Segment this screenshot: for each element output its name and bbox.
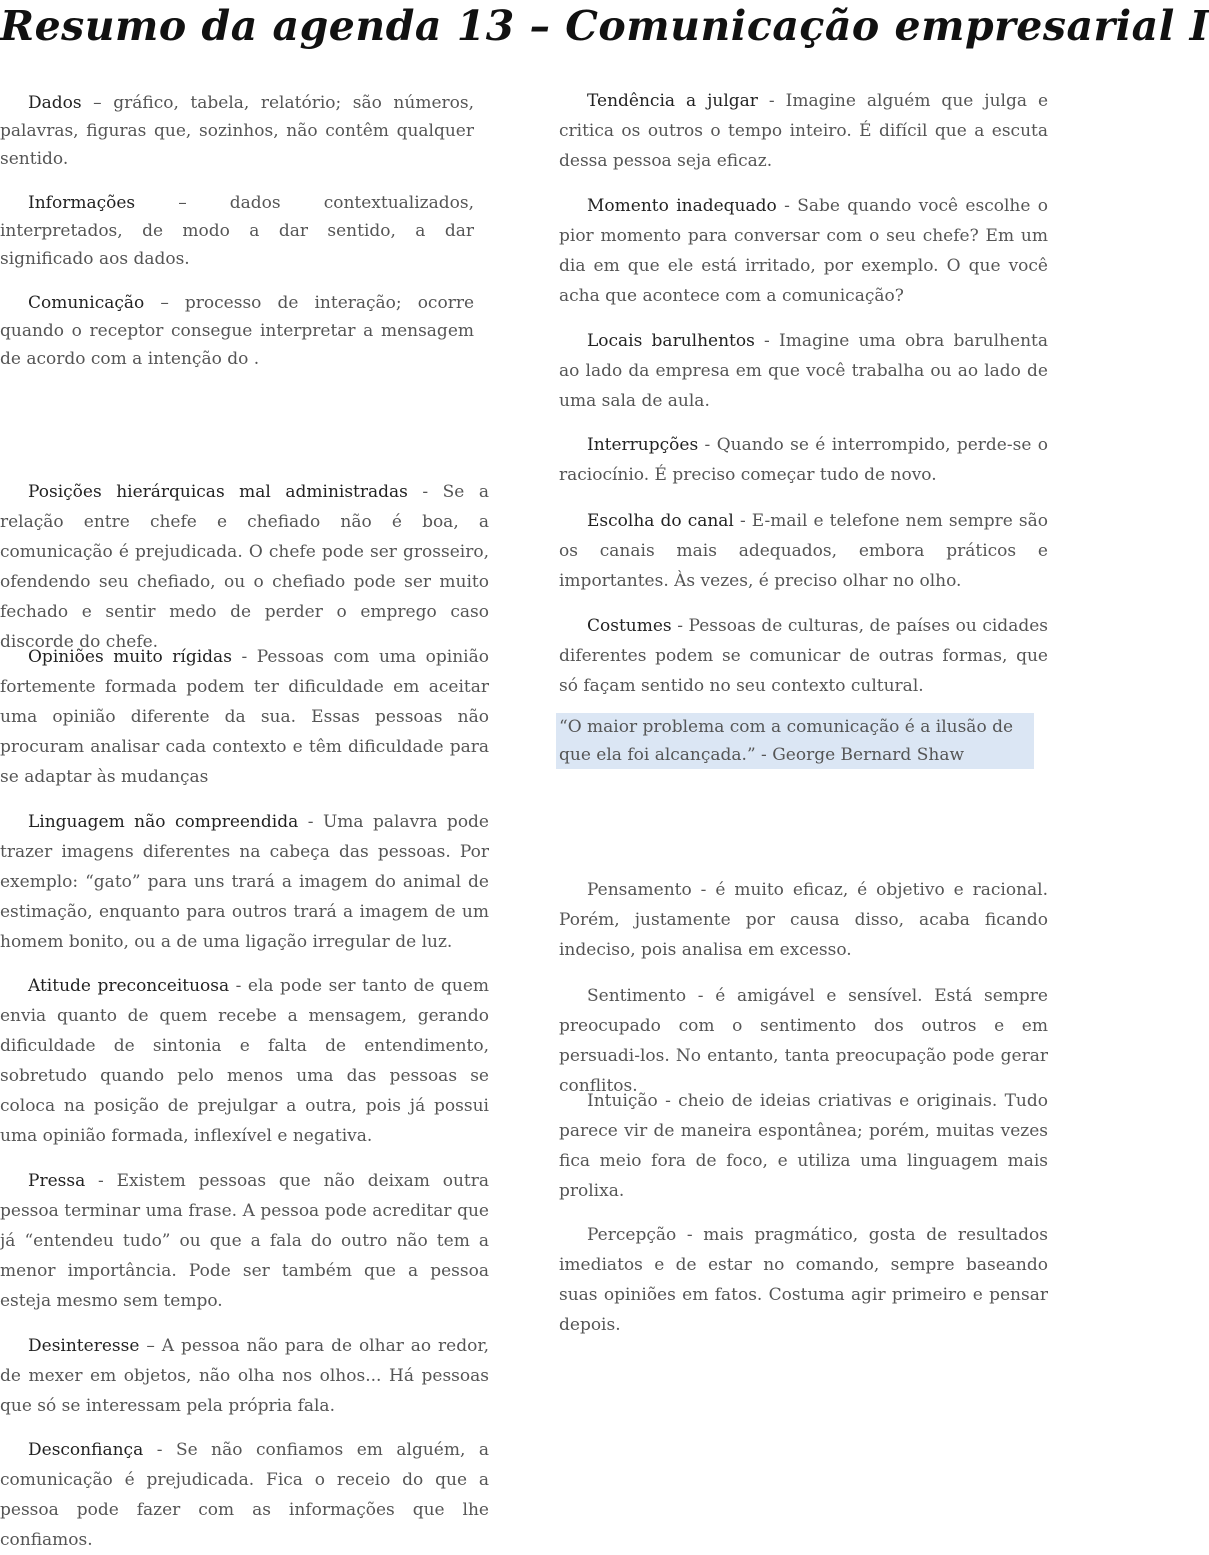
barrier-term: Opiniões muito rígidas — [28, 647, 232, 667]
barrier-escolha-canal: Escolha do canal - E-mail e telefone nem sempre são os canais mais adequados, embora práticos e importantes. Às vezes, é preciso olhar no olho. — [559, 511, 1048, 591]
barrier-text: Uma palavra pode trazer imagens diferentes na cabeça das pessoas. Por exemplo: “gato” para uns trará a imagem do animal de estimação, enquanto para outros trará a imagem de um homem bonito, ou a de uma ligação irregular de luz. — [0, 812, 489, 952]
barrier-opinioes-rigidas: Opiniões muito rígidas - Pessoas com uma opinião fortemente formada podem ter dificuldade em aceitar uma opinião diferente da sua. Essas pessoas não procuram analisar cada contexto e têm dificuldade para se adaptar às mudanças — [0, 647, 489, 787]
style-percepcao: Percepção - mais pragmático, gosta de resultados imediatos e de estar no comando, sempre baseando suas opiniões em fatos. Costuma agir primeiro e pensar depois. — [559, 1225, 1048, 1335]
barrier-desconfianca: Desconfiança - Se não confiamos em alguém, a comunicação é prejudicada. Fica o receio do que a pessoa pode fazer com as informações que lhe confiamos. — [0, 1440, 489, 1550]
definition-term: Informações — [28, 193, 136, 213]
style-sentimento: Sentimento - é amigável e sensível. Está sempre preocupado com o sentimento dos outros e em persuadi-los. No entanto, tanta preocupação pode gerar conflitos. — [559, 986, 1048, 1096]
barrier-interrupcoes: Interrupções - Quando se é interrompido, perde-se o raciocínio. É preciso começar tudo de novo. — [559, 435, 1048, 485]
barrier-tendencia-julgar: Tendência a julgar - Imagine alguém que julga e critica os outros o tempo inteiro. É difícil que a escuta dessa pessoa seja eficaz. — [559, 91, 1049, 171]
barrier-term: Tendência a julgar — [587, 91, 758, 111]
barrier-text: A pessoa não para de olhar ao redor, de mexer em objetos, não olha nos olhos... Há pessoas que só se interessam pela própria fala. — [0, 1336, 490, 1416]
barrier-term: Pressa — [28, 1171, 86, 1191]
barrier-desinteresse: Desinteresse – A pessoa não para de olhar ao redor, de mexer em objetos, não olha nos olhos... Há pessoas que só se interessam pela própria fala. — [0, 1336, 490, 1416]
barrier-costumes: Costumes - Pessoas de culturas, de países ou cidades diferentes podem se comunicar de outras formas, que só façam sentido no seu contexto cultural. — [559, 616, 1048, 696]
highlighted-quote: “O maior problema com a comunicação é a ilusão de que ela foi alcançada.” - George Bernard Shaw — [556, 713, 1034, 769]
barrier-atitude-preconceituosa: Atitude preconceituosa - ela pode ser tanto de quem envia quanto de quem recebe a mensagem, gerando dificuldade de sintonia e falta de entendimento, sobretudo quando pelo menos uma das pessoas se coloca na posição de prejulgar a outra, pois já possui uma opinião formada, inflexível e negativa. — [0, 976, 489, 1146]
definition-dados: Dados – gráfico, tabela, relatório; são números, palavras, figuras que, sozinhos, não contêm qualquer sentido. — [0, 93, 474, 169]
barrier-term: Desinteresse — [28, 1336, 140, 1356]
definition-informacoes: Informações – dados contextualizados, interpretados, de modo a dar sentido, a dar significado aos dados. — [0, 193, 475, 269]
style-pensamento: Pensamento - é muito eficaz, é objetivo e racional. Porém, justamente por causa disso, acaba ficando indeciso, pois analisa em excesso. — [559, 880, 1048, 960]
definition-text: gráfico, tabela, relatório; são números, palavras, figuras que, sozinhos, não contêm qualquer sentido. — [0, 93, 474, 169]
barrier-term: Atitude preconceituosa — [28, 976, 230, 996]
definition-comunicacao: Comunicação – processo de interação; ocorre quando o receptor consegue interpretar a mensagem de acordo com a intenção do . — [0, 293, 475, 369]
barrier-term: Momento inadequado — [587, 196, 777, 216]
page-title: Resumo da agenda 13 – Comunicação empresarial I — [0, 2, 1209, 50]
barrier-text: Imagine alguém que julga e critica os outros o tempo inteiro. É difícil que a escuta dessa pessoa seja eficaz. — [559, 91, 1049, 171]
barrier-term: Interrupções — [587, 435, 699, 455]
barrier-text: Pessoas com uma opinião fortemente formada podem ter dificuldade em aceitar uma opinião diferente da sua. Essas pessoas não procuram analisar cada contexto e têm dificuldade para se adaptar às mudanças — [0, 647, 489, 787]
barrier-locais-barulhentos: Locais barulhentos - Imagine uma obra barulhenta ao lado da empresa em que você trabalha ou ao lado de uma sala de aula. — [559, 331, 1048, 411]
barrier-text: Imagine uma obra barulhenta ao lado da empresa em que você trabalha ou ao lado de uma sala de aula. — [559, 331, 1048, 411]
barrier-term: Locais barulhentos — [587, 331, 755, 351]
definition-text: processo de interação; ocorre quando o receptor consegue interpretar a mensagem de acordo com a intenção do . — [0, 293, 475, 369]
barrier-text: Pessoas de culturas, de países ou cidades diferentes podem se comunicar de outras formas, que só façam sentido no seu contexto cultural. — [559, 616, 1048, 696]
barrier-text: Quando se é interrompido, perde-se o raciocínio. É preciso começar tudo de novo. — [559, 435, 1048, 485]
style-intuicao: Intuição - cheio de ideias criativas e originais. Tudo parece vir de maneira espontânea; porém, muitas vezes fica meio fora de foco, e utiliza uma linguagem mais prolixa. — [559, 1091, 1048, 1201]
barrier-text: Se não confiamos em alguém, a comunicação é prejudicada. Fica o receio do que a pessoa pode fazer com as informações que lhe confiamos. — [0, 1440, 489, 1550]
barrier-term: Escolha do canal — [587, 511, 734, 531]
barrier-term: Linguagem não compreendida — [28, 812, 299, 832]
definition-term: Comunicação — [28, 293, 145, 313]
barrier-term: Costumes — [587, 616, 672, 636]
barrier-text: ela pode ser tanto de quem envia quanto de quem recebe a mensagem, gerando dificuldade de sintonia e falta de entendimento, sobretudo quando pelo menos uma das pessoas se coloca na posição de prejulgar a outra, pois já possui uma opinião formada, inflexível e negativa. — [0, 976, 489, 1146]
barrier-text: Se a relação entre chefe e chefiado não é boa, a comunicação é prejudicada. O chefe pode ser grosseiro, ofendendo seu chefiado, ou o chefiado pode ser muito fechado e sentir medo de perder o emprego caso discorde do chefe. — [0, 482, 489, 652]
barrier-linguagem: Linguagem não compreendida - Uma palavra pode trazer imagens diferentes na cabeça das pessoas. Por exemplo: “gato” para uns trará a imagem do animal de estimação, enquanto para outros trará a imagem de um homem bonito, ou a de uma ligação irregular de luz. — [0, 812, 489, 952]
barrier-text: E-mail e telefone nem sempre são os canais mais adequados, embora práticos e importantes. Às vezes, é preciso olhar no olho. — [559, 511, 1048, 591]
barrier-posicoes-hierarquicas: Posições hierárquicas mal administradas - Se a relação entre chefe e chefiado não é boa, a comunicação é prejudicada. O chefe pode ser grosseiro, ofendendo seu chefiado, ou o chefiado pode ser muito fechado e sentir medo de perder o emprego caso discorde do chefe. — [0, 482, 489, 652]
definition-term: Dados — [28, 93, 82, 113]
barrier-pressa: Pressa - Existem pessoas que não deixam outra pessoa terminar uma frase. A pessoa pode acreditar que já “entendeu tudo” ou que a fala do outro não tem a menor importância. Pode ser também que a pessoa esteja mesmo sem tempo. — [0, 1171, 489, 1311]
barrier-term: Posições hierárquicas mal administradas — [28, 482, 408, 502]
barrier-text: Sabe quando você escolhe o pior momento para conversar com o seu chefe? Em um dia em que ele está irritado, por exemplo. O que você acha que acontece com a comunicação? — [559, 196, 1049, 306]
definition-text: dados contextualizados, interpretados, de modo a dar sentido, a dar significado aos dados. — [0, 193, 475, 269]
barrier-momento-inadequado: Momento inadequado - Sabe quando você escolhe o pior momento para conversar com o seu chefe? Em um dia em que ele está irritado, por exemplo. O que você acha que acontece com a comunicação? — [559, 196, 1049, 306]
barrier-term: Desconfiança — [28, 1440, 144, 1460]
barrier-text: Existem pessoas que não deixam outra pessoa terminar uma frase. A pessoa pode acreditar que já “entendeu tudo” ou que a fala do outro não tem a menor importância. Pode ser também que a pessoa esteja mesmo sem tempo. — [0, 1171, 489, 1311]
